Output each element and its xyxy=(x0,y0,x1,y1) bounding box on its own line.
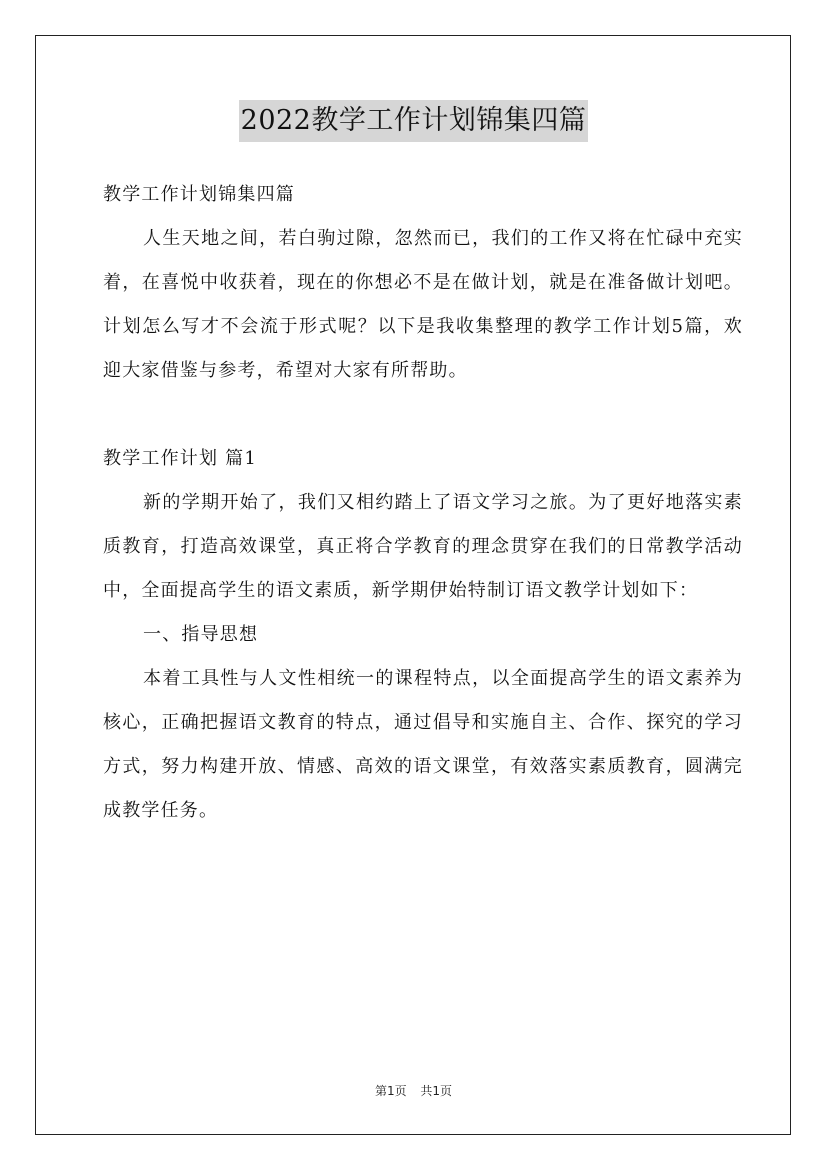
paragraph-section-intro: 新的学期开始了，我们又相约踏上了语文学习之旅。为了更好地落实素质教育，打造高效课堂，真正将合学教育的理念贯穿在我们的日常教学活动中，全面提高学生的语文素质，新学期伊始特制订语文教学计划如下： xyxy=(103,492,743,601)
page-footer xyxy=(0,1082,827,1099)
paragraph-intro: 人生天地之间，若白驹过隙，忽然而已，我们的工作又将在忙碌中充实着，在喜悦中收获着，现在的你想必不是在做计划，就是在准备做计划吧。计划怎么写才不会流于形式呢？以下是我收集整理的教学工作计划5篇，欢迎大家借鉴与参考，希望对大家有所帮助。 xyxy=(103,228,743,381)
document-title: 2022教学工作计划锦集四篇 xyxy=(239,100,589,142)
title-wrap xyxy=(0,100,827,142)
paragraph-guiding-ideas: 本着工具性与人文性相统一的课程特点，以全面提高学生的语文素养为核心，正确把握语文教育的特点，通过倡导和实施自主、合作、探究的学习方式，努力构建开放、情感、高效的语文课堂，有效落实素质教育，圆满完成教学任务。 xyxy=(103,668,743,821)
document-body xyxy=(103,173,743,833)
subsection-heading: 一、指导思想 xyxy=(143,624,259,645)
section-heading: 教学工作计划 篇1 xyxy=(103,448,257,469)
page-number: 第1页 xyxy=(374,1084,407,1098)
paragraph-subtitle: 教学工作计划锦集四篇 xyxy=(103,184,295,205)
blank-line xyxy=(103,393,743,437)
page-total: 共1页 xyxy=(420,1084,453,1098)
